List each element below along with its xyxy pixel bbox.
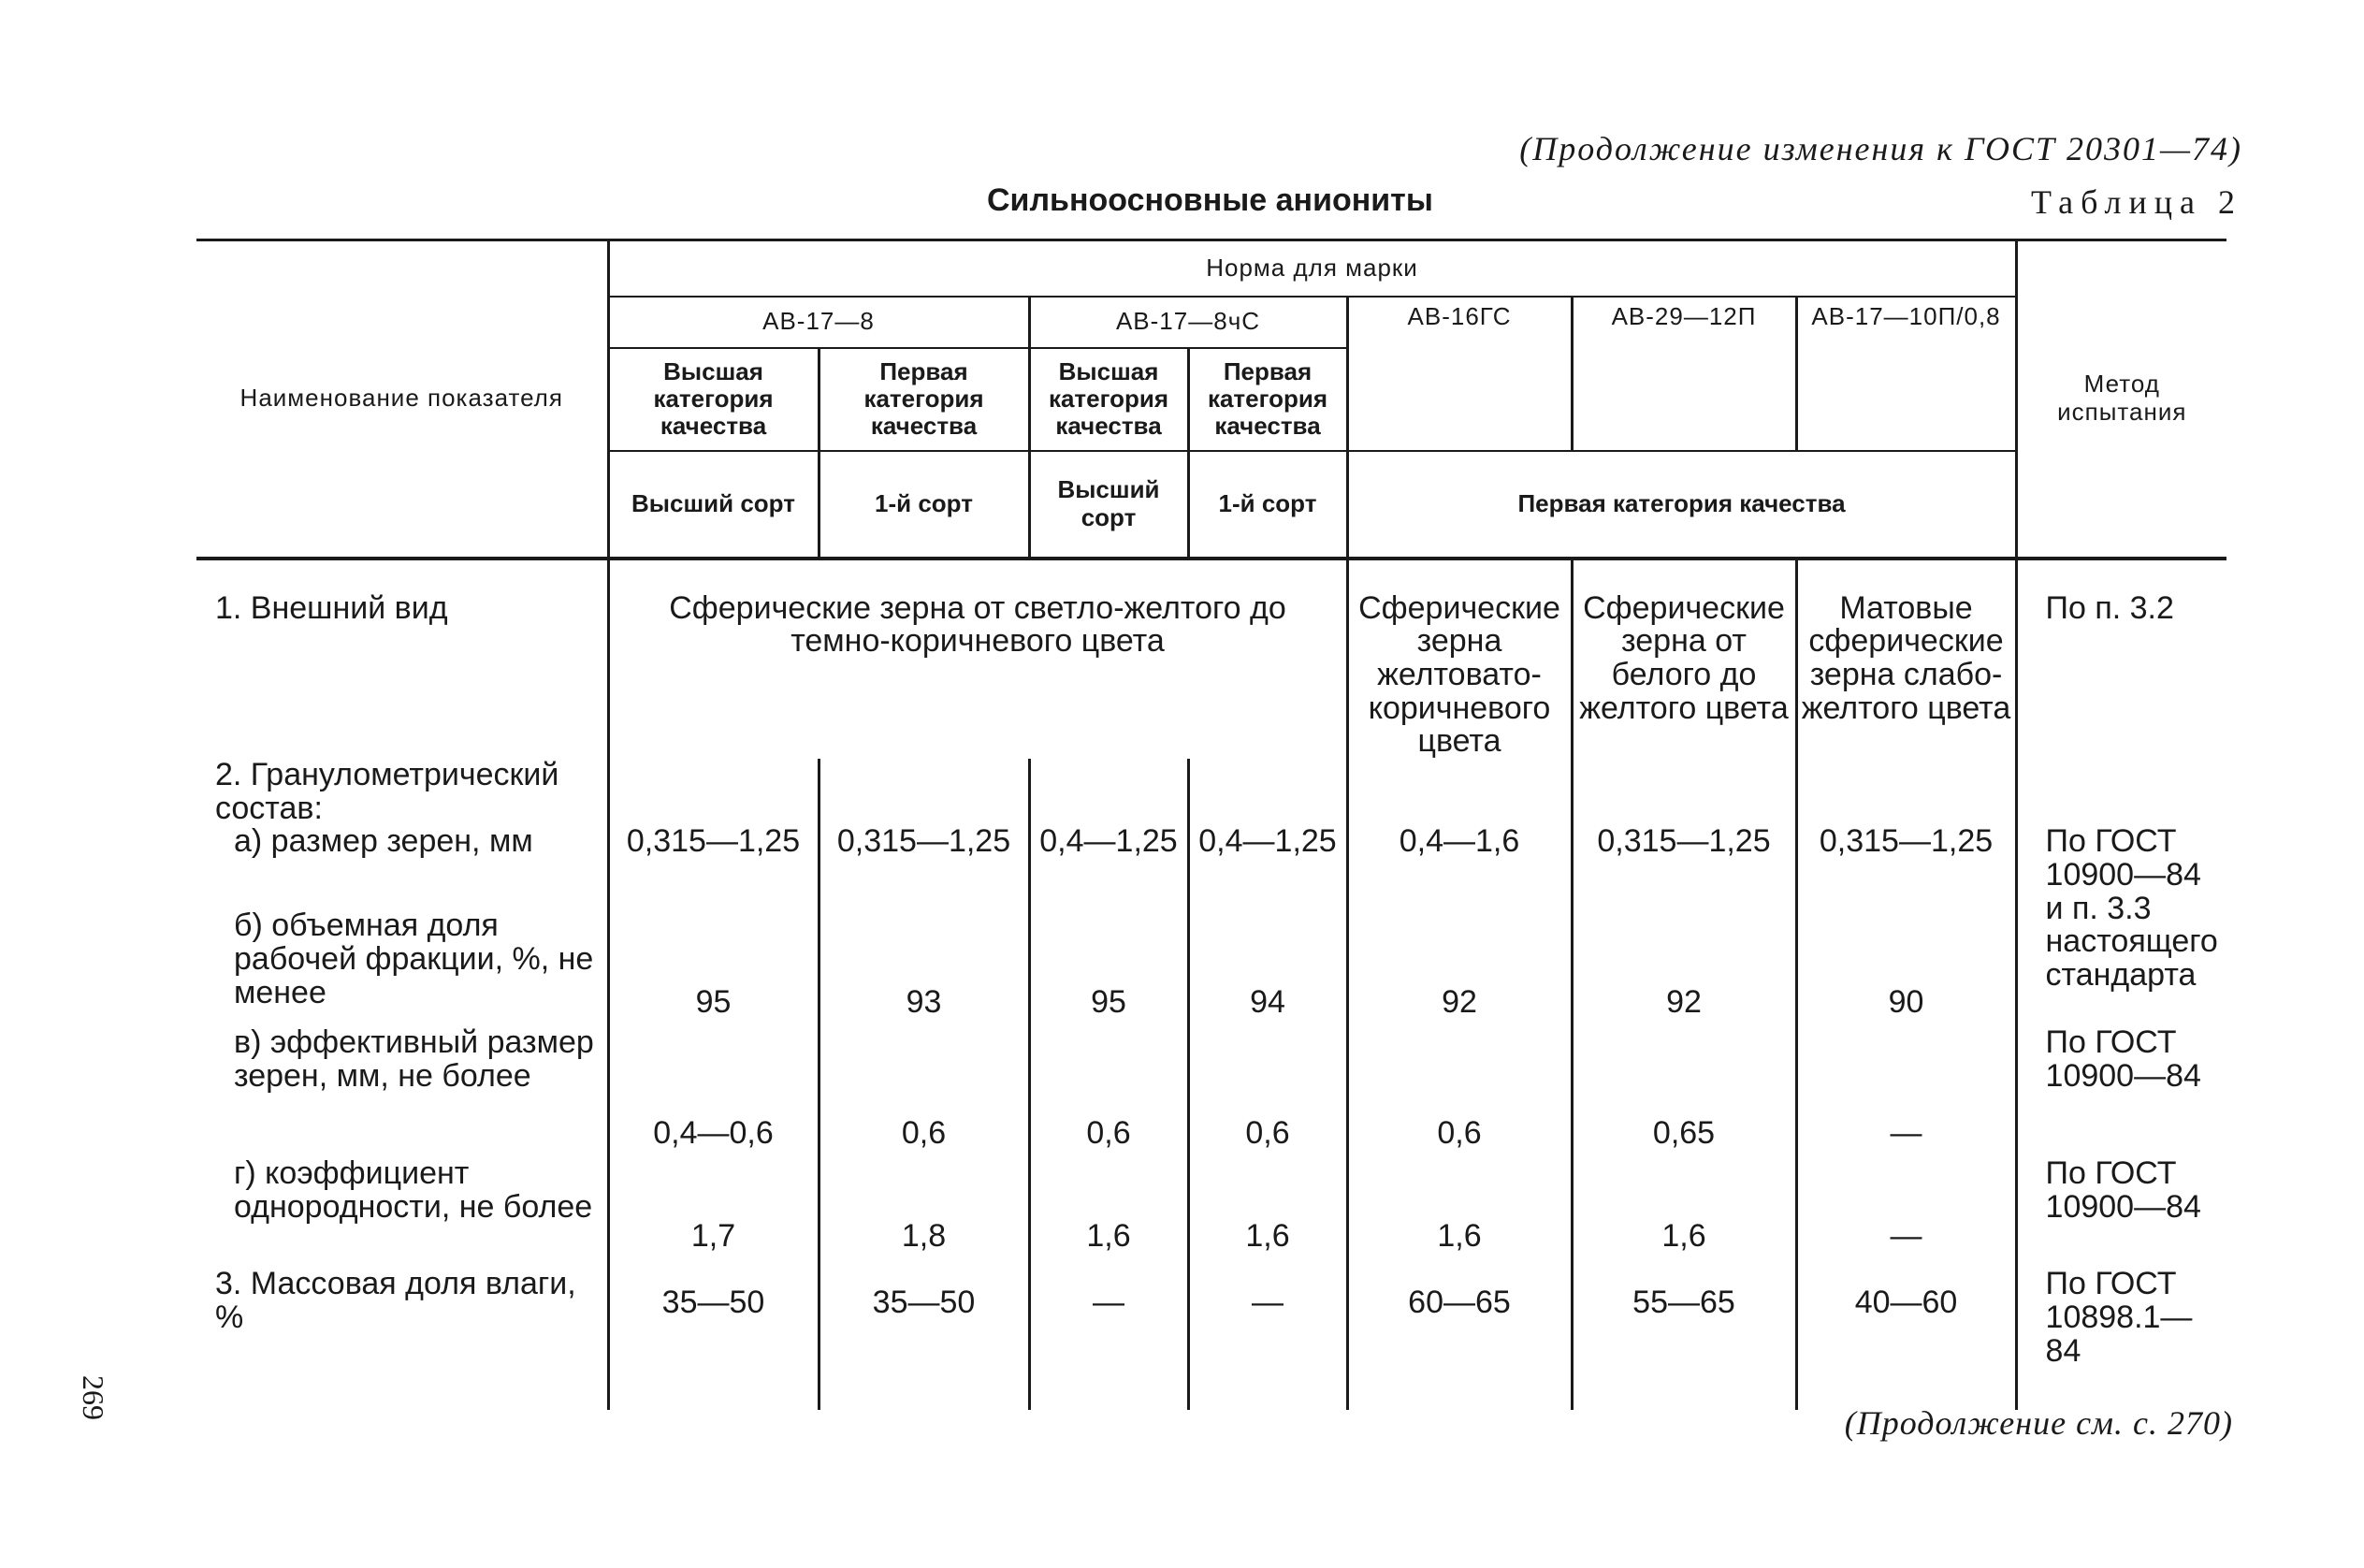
brand-av-29-12p: АВ-29—12П	[1572, 297, 1796, 451]
effective-size-3: 0,6	[1029, 1026, 1188, 1157]
header-indicator: Наименование показателя	[196, 240, 608, 559]
label-moisture: 3. Массовая доля влаги, %	[215, 1266, 576, 1335]
row-uniformity	[196, 1157, 2226, 1260]
volume-fraction-4: 94	[1188, 891, 1347, 1026]
header-norm: Норма для марки	[608, 240, 2016, 297]
quality-av-17-8-first: Первая категория качества	[819, 348, 1029, 451]
grade-av-17-8chs-highest: Высший сорт	[1029, 451, 1188, 559]
moisture-2: 35—50	[819, 1260, 1029, 1410]
grade-av-17-8-first: 1-й сорт	[819, 451, 1029, 559]
label-granulometric: 2. Гранулометрический состав:	[215, 756, 559, 826]
moisture-4: —	[1188, 1260, 1347, 1410]
grain-size-3: 0,4—1,25	[1029, 825, 1188, 891]
uniformity-1: 1,7	[608, 1157, 819, 1260]
volume-fraction-3: 95	[1029, 891, 1188, 1026]
header-method: Метод испытания	[2016, 240, 2226, 559]
brand-av-17-8: АВ-17—8	[608, 297, 1029, 348]
continuation-header: (Продолжение изменения к ГОСТ 20301—74)	[1519, 130, 2242, 167]
appearance-common: Сферические зерна от светло-желтого до темно-коричневого цвета	[608, 559, 1347, 759]
uniformity-2: 1,8	[819, 1157, 1029, 1260]
grain-size-2: 0,315—1,25	[819, 825, 1029, 891]
page-title: Сильноосновные аниониты	[987, 182, 1433, 218]
row-granulometric	[196, 759, 2226, 825]
uniformity-4: 1,6	[1188, 1157, 1347, 1260]
grain-size-1: 0,315—1,25	[608, 825, 819, 891]
row-grain-size	[196, 825, 2226, 891]
grain-size-7: 0,315—1,25	[1796, 825, 2016, 891]
grade-first-category: Первая категория качества	[1347, 451, 2016, 559]
moisture-1: 35—50	[608, 1260, 819, 1410]
label-uniformity: г) коэффициент однородности, не более	[234, 1155, 593, 1225]
specification-table	[196, 239, 2226, 1410]
volume-fraction-2: 93	[819, 891, 1029, 1026]
label-volume-fraction: б) объемная доля рабочей фракции, %, не менее	[234, 907, 594, 1010]
brand-av-17-8chs: АВ-17—8чС	[1029, 297, 1347, 348]
method-effective-size: По ГОСТ 10900—84	[2016, 1026, 2226, 1157]
grade-av-17-8chs-first: 1-й сорт	[1188, 451, 1347, 559]
row-volume-fraction	[196, 891, 2226, 1026]
uniformity-7: —	[1796, 1157, 2016, 1260]
volume-fraction-7: 90	[1796, 891, 2016, 1026]
effective-size-4: 0,6	[1188, 1026, 1347, 1157]
effective-size-6: 0,65	[1572, 1026, 1796, 1157]
row-effective-size	[196, 1026, 2226, 1157]
label-appearance: 1. Внешний вид	[196, 559, 608, 759]
method-moisture: По ГОСТ 10898.1—84	[2016, 1260, 2226, 1410]
uniformity-6: 1,6	[1572, 1157, 1796, 1260]
grade-av-17-8-highest: Высший сорт	[608, 451, 819, 559]
quality-av-17-8chs-highest: Высшая категория качества	[1029, 348, 1188, 451]
continuation-footer: (Продолжение см. с. 270)	[1844, 1404, 2233, 1442]
label-grain-size: а) размер зерен, мм	[234, 823, 533, 860]
uniformity-3: 1,6	[1029, 1157, 1188, 1260]
grain-size-5: 0,4—1,6	[1347, 825, 1572, 891]
page-number: 269	[77, 1375, 110, 1420]
appearance-av-17-10: Матовые сферические зерна слабо-желтого цвета	[1796, 559, 2016, 759]
brand-av-17-10p: АВ-17—10П/0,8	[1796, 297, 2016, 451]
table-label: Таблица 2	[2031, 183, 2242, 221]
moisture-6: 55—65	[1572, 1260, 1796, 1410]
volume-fraction-5: 92	[1347, 891, 1572, 1026]
volume-fraction-1: 95	[608, 891, 819, 1026]
method-grain-size: По ГОСТ 10900—84 и п. 3.3 настоящего стандарта	[2016, 825, 2226, 1026]
moisture-3: —	[1029, 1260, 1188, 1410]
grain-size-4: 0,4—1,25	[1188, 825, 1347, 891]
moisture-5: 60—65	[1347, 1260, 1572, 1410]
method-appearance: По п. 3.2	[2016, 559, 2226, 759]
appearance-av-29: Сферические зерна от белого до желтого цвета	[1572, 559, 1796, 759]
row-moisture	[196, 1260, 2226, 1410]
brand-av-16gs: АВ-16ГС	[1347, 297, 1572, 451]
moisture-7: 40—60	[1796, 1260, 2016, 1410]
appearance-av-16gs: Сферические зерна желтовато-коричневого цвета	[1347, 559, 1572, 759]
quality-av-17-8-highest: Высшая категория качества	[608, 348, 819, 451]
effective-size-1: 0,4—0,6	[608, 1026, 819, 1157]
effective-size-7: —	[1796, 1026, 2016, 1157]
volume-fraction-6: 92	[1572, 891, 1796, 1026]
grain-size-6: 0,315—1,25	[1572, 825, 1796, 891]
method-uniformity: По ГОСТ 10900—84	[2016, 1157, 2226, 1260]
effective-size-5: 0,6	[1347, 1026, 1572, 1157]
label-effective-size: в) эффективный размер зерен, мм, не более	[234, 1024, 594, 1094]
effective-size-2: 0,6	[819, 1026, 1029, 1157]
quality-av-17-8chs-first: Первая категория качества	[1188, 348, 1347, 451]
row-appearance	[196, 559, 2226, 759]
uniformity-5: 1,6	[1347, 1157, 1572, 1260]
